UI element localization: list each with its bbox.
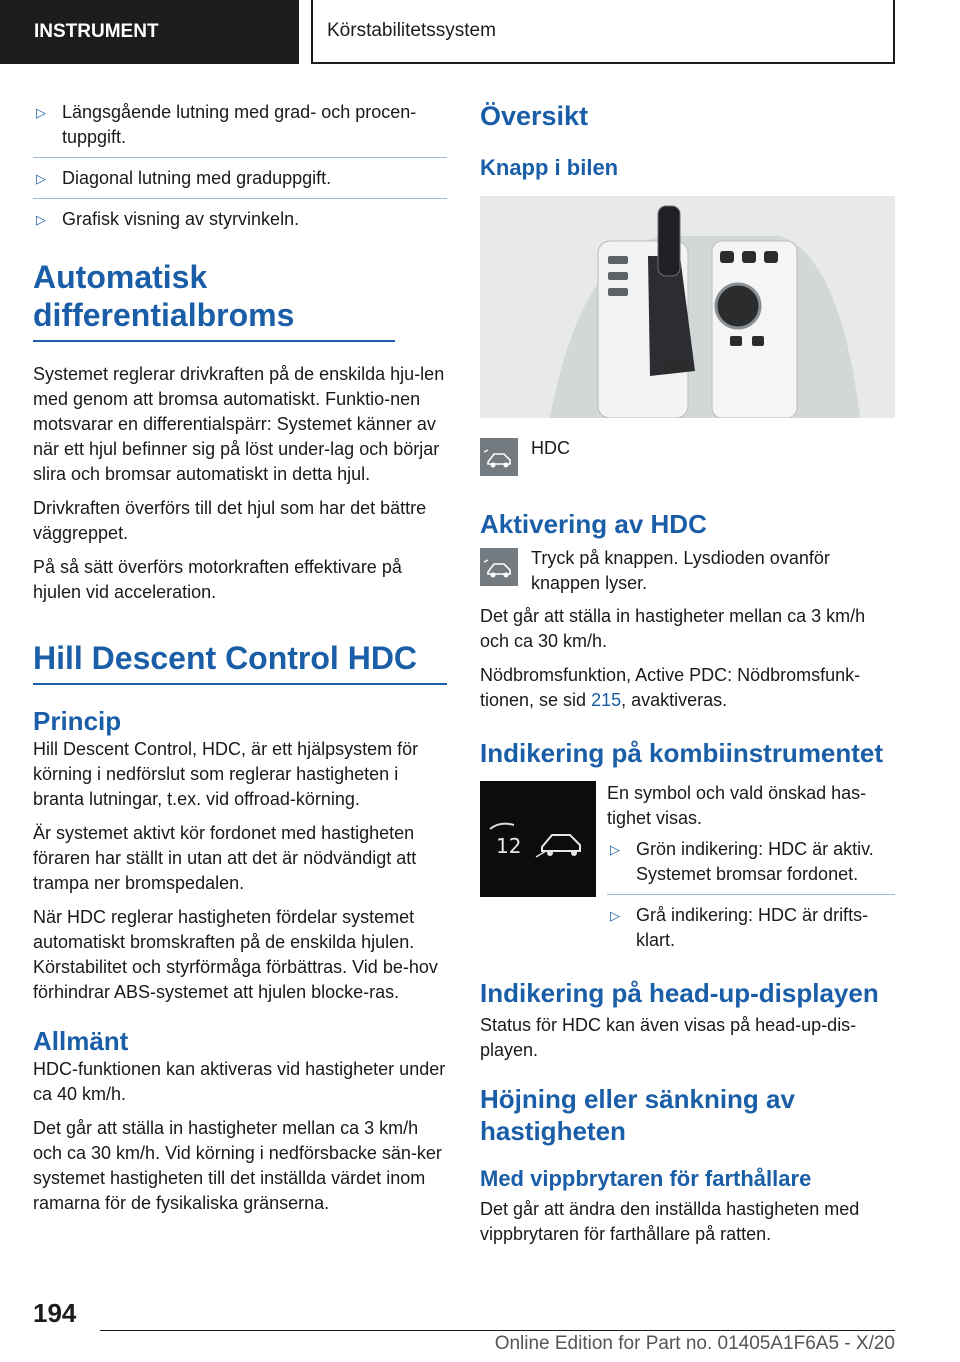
- left-column: [33, 100, 447, 1225]
- heading-hdc: Hill Descent Control HDC: [33, 639, 447, 685]
- paragraph: Hill Descent Control, HDC, är ett hjälpsystem för körning i nedförslut som reglerar hastigheten i branta lutningar, t.ex. vid offroad-körning.: [33, 739, 419, 809]
- triangle-bullet-icon: ▷: [36, 212, 46, 227]
- section-title: INSTRUMENT: [34, 21, 159, 42]
- paragraph: HDC-funktionen kan aktiveras vid hastigheter under ca 40 km/h.: [33, 1059, 446, 1104]
- list-item: ▷ Diagonal lutning med graduppgift.: [33, 166, 447, 199]
- paragraph: När HDC reglerar hastigheten fördelar systemet automatiskt bromskraften på de enskilda hjulen. Körstabilitet och styrförmåga förbättras. Vid be-hov förhindrar ABS-systemet att hjulen blocke-ras.: [33, 907, 438, 1002]
- paragraph: Det går att ställa in hastigheter mellan ca 3 km/h och ca 30 km/h. Vid körning i nedförsbacke sän-ker systemet hastigheten till det inställda värdet inom ramarna för de fysikaliska gränserna.: [33, 1118, 442, 1213]
- paragraph: Nödbromsfunktion, Active PDC: Nödbromsfunk-tionen, se sid 215, avaktiveras.: [480, 665, 861, 710]
- hdc-button-row: [480, 438, 895, 482]
- hdc-label: HDC: [531, 438, 570, 458]
- feature-list: [33, 100, 447, 232]
- heading-hojning: Höjning eller sänkning av hastigheten: [480, 1084, 795, 1146]
- activation-instruction: [480, 546, 895, 596]
- cluster-indication: [480, 781, 895, 953]
- paragraph: På så sätt överförs motorkraften effektivare på hjulen vid acceleration.: [33, 557, 402, 602]
- instrument-cluster-image: [480, 781, 596, 897]
- hdc-car-icon: [480, 438, 518, 476]
- triangle-bullet-icon: ▷: [610, 908, 620, 923]
- chapter-title: Körstabilitetssystem: [327, 20, 496, 41]
- list-item: ▷ Längsgående lutning med grad- och procen-tuppgift.: [33, 100, 447, 158]
- heading-vippbrytare: Med vippbrytaren för farthållare: [480, 1166, 812, 1191]
- paragraph: Är systemet aktivt kör fordonet med hastigheten föraren har ställt in utan att det är nödvändigt att trampa ner bromspedalen.: [33, 823, 417, 893]
- center-console-photo: [480, 196, 895, 418]
- heading-kombi: Indikering på kombiinstrumentet: [480, 738, 884, 768]
- paragraph: Status för HDC kan även visas på head-up-dis-playen.: [480, 1015, 857, 1060]
- list-item: ▷ Grön indikering: HDC är aktiv. Systemet bromsar fordonet.: [607, 837, 895, 895]
- list-item: ▷ Grå indikering: HDC är drifts-klart.: [610, 905, 869, 950]
- heading-automatic-differential-brake: Automatisk differentialbroms: [33, 258, 395, 342]
- heading-princip: Princip: [33, 706, 122, 736]
- triangle-bullet-icon: ▷: [36, 105, 46, 120]
- heading-hud: Indikering på head-up-displayen: [480, 978, 879, 1008]
- paragraph: Tryck på knappen. Lysdioden ovanför knappen lyser.: [531, 548, 830, 593]
- dash-speed: 12: [496, 834, 522, 858]
- edition-note: Online Edition for Part no. 01405A1F6A5 - X/20: [494, 1333, 895, 1354]
- hdc-car-icon: [480, 548, 518, 586]
- console-illustration: [480, 196, 895, 418]
- heading-allmant: Allmänt: [33, 1026, 129, 1056]
- footer-divider: [100, 1330, 895, 1331]
- paragraph: Det går att ändra den inställda hastigheten med vippbrytaren för farthållare på ratten.: [480, 1199, 860, 1244]
- page-number: 194: [33, 1298, 77, 1328]
- paragraph: En symbol och vald önskad has-tighet visas.: [607, 783, 867, 828]
- chapter-header: [311, 0, 895, 64]
- heading-knapp: Knapp i bilen: [480, 155, 619, 180]
- paragraph: Drivkraften överförs till det hjul som har det bättre väggreppet.: [33, 498, 427, 543]
- heading-oversikt: Översikt: [480, 101, 589, 131]
- section-tab: [0, 0, 299, 64]
- page-link[interactable]: 215: [591, 690, 622, 710]
- paragraph: Systemet reglerar drivkraften på de enskilda hju-len med genom att bromsa automatiskt. Funktio-nen motsvarar en differentialspärr: Systemet känner av när ett hjul befinner sig på löst under-lag och börjar slira och bromsar automatiskt in detta hjul.: [33, 364, 445, 484]
- list-item: ▷ Grafisk visning av styrvinkeln.: [33, 207, 447, 232]
- triangle-bullet-icon: ▷: [610, 842, 620, 857]
- indication-list: [607, 837, 895, 953]
- right-column: [480, 100, 895, 1256]
- heading-aktivering: Aktivering av HDC: [480, 509, 707, 539]
- triangle-bullet-icon: ▷: [36, 171, 46, 186]
- paragraph: Det går att ställa in hastigheter mellan ca 3 km/h och ca 30 km/h.: [480, 606, 866, 651]
